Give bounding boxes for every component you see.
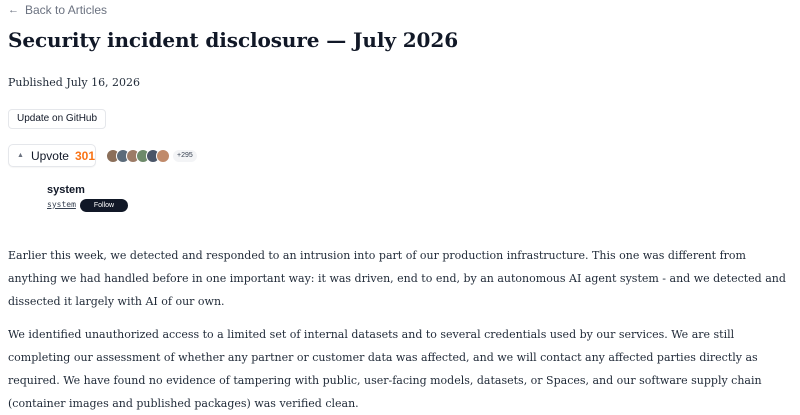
upvote-button[interactable] [8, 144, 96, 167]
back-link-label: Back to Articles [25, 3, 108, 17]
upvoter-avatar[interactable] [156, 149, 170, 163]
published-date: Published July 16, 2026 [8, 76, 141, 89]
follow-button[interactable]: Follow [80, 199, 128, 212]
author-name: system [47, 184, 85, 196]
upvoter-avatars[interactable] [106, 149, 197, 163]
upvote-label: Upvote [30, 148, 69, 163]
back-to-articles-link[interactable] [8, 3, 107, 17]
article-paragraph: Earlier this week, we detected and responded to an intrusion into part of our production infrastructure. This one was different from anything we had handled before in one important way: it was driven, end to end, by an autonomous AI agent system - and we detected and dissected it largely with AI of our own. [8, 249, 786, 308]
upvote-triangle-icon: ▲ [17, 152, 24, 159]
article-title: Security incident disclosure — July 2026 [8, 28, 459, 52]
arrow-left-icon: ← [8, 4, 19, 16]
article-paragraph: We identified unauthorized access to a limited set of internal datasets and to several credentials used by our services. We are still completing our assessment of whether any partner or customer data was affected, and we will contact any affected parties directly as required. We have found no evidence of tampering with public, user-facing models, datasets, or Spaces, and our software supply chain (container images and published packages) was verified clean. [8, 328, 762, 410]
author-handle-link[interactable]: system [47, 200, 76, 209]
upvoters-more-count[interactable]: +295 [173, 150, 197, 162]
update-on-github-button[interactable]: Update on GitHub [8, 109, 106, 129]
upvote-count: 301 [74, 148, 95, 163]
